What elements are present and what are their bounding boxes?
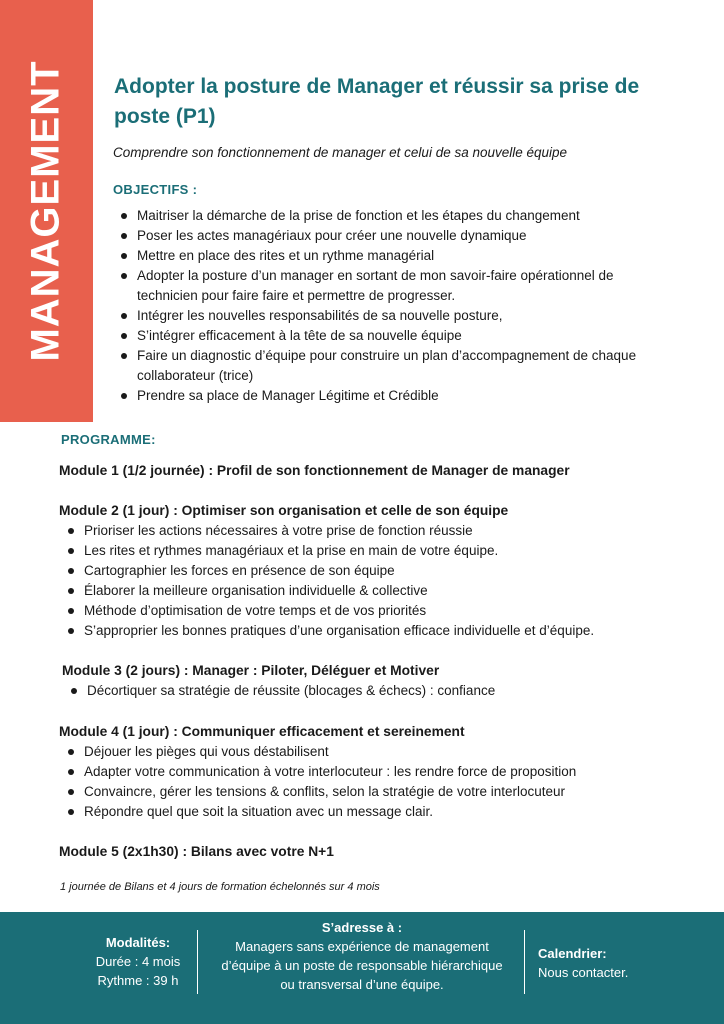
list-item: Déjouer les pièges qui vous déstabilisent [64,742,699,762]
programme-heading: PROGRAMME: [61,432,156,447]
module-title: Module 5 (2x1h30) : Bilans avec votre N+1 [59,844,334,859]
module-1 [59,461,699,481]
rythme-text: Rythme : 39 h [97,973,179,988]
module-5 [59,842,699,862]
list-item: Maitriser la démarche de la prise de fonction et les étapes du changement [117,206,677,226]
audience-label: S’adresse à : [321,920,403,935]
module-2 [59,501,699,641]
modalites-block [80,934,196,990]
audience-line: d’équipe à un poste de responsable hiérarchique [221,958,503,973]
list-item: Mettre en place des rites et un rythme managérial [117,246,677,266]
list-item: Intégrer les nouvelles responsabilités de sa nouvelle posture, [117,306,677,326]
module-title: Module 3 (2 jours) : Manager : Piloter, Déléguer et Motiver [62,663,440,678]
module-2-list [64,521,699,641]
list-item: Adopter la posture d’un manager en sortant de mon savoir-faire opérationnel de technicien pour faire faire et permettre de progresser. [117,266,677,306]
module-3-list [67,681,702,701]
list-item: S’approprier les bonnes pratiques d’une organisation efficace individuelle et d’équipe. [64,621,699,641]
module-4-list [64,742,699,822]
list-item: Élaborer la meilleure organisation individuelle & collective [64,581,699,601]
list-item: Méthode d’optimisation de votre temps et de vos priorités [64,601,699,621]
duree-text: Durée : 4 mois [95,954,181,969]
objectives-heading: OBJECTIFS : [113,182,198,197]
module-title: Module 2 (1 jour) : Optimiser son organisation et celle de son équipe [59,503,509,518]
list-item: S’intégrer efficacement à la tête de sa nouvelle équipe [117,326,677,346]
calendrier-label: Calendrier: [538,946,607,961]
list-item: Les rites et rythmes managériaux et la prise en main de votre équipe. [64,541,699,561]
list-item: Prendre sa place de Manager Légitime et Crédible [117,386,677,406]
page-title: Adopter la posture de Manager et réussir sa prise de poste (P1) [114,75,640,128]
calendrier-block [538,945,708,982]
footer-band [0,912,724,1024]
module-4 [59,722,699,822]
list-item: Répondre quel que soit la situation avec un message clair. [64,802,699,822]
list-item: Faire un diagnostic d’équipe pour construire un plan d’accompagnement de chaque collaborateur (trice) [117,346,677,386]
list-item: Prioriser les actions nécessaires à votre prise de fonction réussie [64,521,699,541]
sidebar-label: MANAGEMENT [23,60,68,362]
calendrier-text: Nous contacter. [538,965,629,980]
module-title: Module 1 (1/2 journée) : Profil de son fonctionnement de Manager de manager [59,463,570,478]
list-item: Cartographier les forces en présence de son équipe [64,561,699,581]
footer-divider [524,930,525,994]
module-3 [62,661,702,701]
audience-line: Managers sans expérience de management [235,939,489,954]
list-item: Poser les actes managériaux pour créer une nouvelle dynamique [117,226,677,246]
list-item: Convaincre, gérer les tensions & conflits, selon la stratégie de votre interlocuteur [64,782,699,802]
audience-block [200,919,524,994]
objectives-list [117,206,677,406]
modalites-label: Modalités: [105,935,171,950]
sidebar-band [0,0,93,422]
list-item: Adapter votre communication à votre interlocuteur : les rendre force de proposition [64,762,699,782]
list-item: Décortiquer sa stratégie de réussite (blocages & échecs) : confiance [67,681,702,701]
page-subtitle: Comprendre son fonctionnement de manager et celui de sa nouvelle équipe [113,145,568,160]
footnote: 1 journée de Bilans et 4 jours de formation échelonnés sur 4 mois [60,881,380,893]
audience-line: ou transversal d’une équipe. [280,977,444,992]
footer-divider [197,930,198,994]
module-title: Module 4 (1 jour) : Communiquer efficacement et sereinement [59,724,465,739]
